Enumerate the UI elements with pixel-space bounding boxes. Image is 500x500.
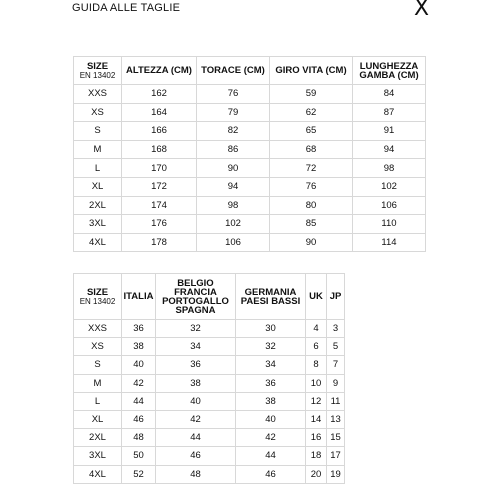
- table-cell: 98: [197, 196, 270, 215]
- size-cell: L: [74, 159, 122, 178]
- size-cell: 4XL: [74, 465, 122, 483]
- table-cell: 14: [306, 410, 327, 428]
- size-measurements-table: [73, 56, 426, 252]
- size-cell: XS: [74, 103, 122, 122]
- table-cell: 106: [353, 196, 426, 215]
- table-cell: 3: [327, 320, 345, 338]
- table-cell: 12: [306, 392, 327, 410]
- size-cell: 2XL: [74, 196, 122, 215]
- table-cell: 38: [122, 338, 156, 356]
- table-cell: 176: [122, 215, 197, 234]
- table-cell: 42: [236, 429, 306, 447]
- table-cell: 8: [306, 356, 327, 374]
- table-cell: 42: [122, 374, 156, 392]
- size-cell: 4XL: [74, 233, 122, 252]
- table-row: [74, 392, 345, 410]
- table-cell: 10: [306, 374, 327, 392]
- table-row: [74, 410, 345, 428]
- table-row: [74, 103, 426, 122]
- size-cell: M: [74, 374, 122, 392]
- table-cell: 6: [306, 338, 327, 356]
- table-row: [74, 159, 426, 178]
- table-cell: 52: [122, 465, 156, 483]
- table-cell: 59: [270, 85, 353, 104]
- table-cell: 7: [327, 356, 345, 374]
- table-cell: 9: [327, 374, 345, 392]
- table-header-row: [74, 57, 426, 85]
- table-cell: 62: [270, 103, 353, 122]
- table-cell: 46: [236, 465, 306, 483]
- size-cell: 2XL: [74, 429, 122, 447]
- table-cell: 32: [236, 338, 306, 356]
- table-cell: 84: [353, 85, 426, 104]
- table-cell: 90: [270, 233, 353, 252]
- table-cell: 44: [236, 447, 306, 465]
- table-cell: 44: [156, 429, 236, 447]
- table-cell: 40: [236, 410, 306, 428]
- column-header-italia: ITALIA: [122, 274, 156, 320]
- table-row: [74, 374, 345, 392]
- table-row: [74, 196, 426, 215]
- column-header-germania-paesi-bassi: GERMANIA PAESI BASSI: [236, 274, 306, 320]
- table-cell: 102: [353, 177, 426, 196]
- size-cell: XXS: [74, 85, 122, 104]
- table-cell: 86: [197, 140, 270, 159]
- column-header-altezza: ALTEZZA (CM): [122, 57, 197, 85]
- table-row: [74, 177, 426, 196]
- table-cell: 40: [156, 392, 236, 410]
- size-cell: 3XL: [74, 447, 122, 465]
- table-cell: 178: [122, 233, 197, 252]
- table-cell: 16: [306, 429, 327, 447]
- table-row: [74, 140, 426, 159]
- table-cell: 42: [156, 410, 236, 428]
- table-cell: 34: [236, 356, 306, 374]
- table-cell: 85: [270, 215, 353, 234]
- column-header-size: SIZE EN 13402: [74, 57, 122, 85]
- table-cell: 38: [236, 392, 306, 410]
- size-cell: XXS: [74, 320, 122, 338]
- table-cell: 162: [122, 85, 197, 104]
- table-cell: 20: [306, 465, 327, 483]
- table-cell: 32: [156, 320, 236, 338]
- table-cell: 34: [156, 338, 236, 356]
- table-row: [74, 85, 426, 104]
- table-cell: 72: [270, 159, 353, 178]
- table-cell: 17: [327, 447, 345, 465]
- table-cell: 40: [122, 356, 156, 374]
- table-cell: 68: [270, 140, 353, 159]
- column-header-uk: UK: [306, 274, 327, 320]
- table-row: [74, 122, 426, 141]
- close-icon[interactable]: X: [414, 0, 430, 21]
- table-cell: 91: [353, 122, 426, 141]
- table-header-row: [74, 274, 345, 320]
- table-cell: 79: [197, 103, 270, 122]
- column-header-giro-vita: GIRO VITA (CM): [270, 57, 353, 85]
- table-cell: 94: [353, 140, 426, 159]
- table-cell: 170: [122, 159, 197, 178]
- table-cell: 168: [122, 140, 197, 159]
- table-cell: 46: [122, 410, 156, 428]
- table-cell: 38: [156, 374, 236, 392]
- size-cell: XL: [74, 410, 122, 428]
- table-cell: 87: [353, 103, 426, 122]
- table-cell: 110: [353, 215, 426, 234]
- table-cell: 11: [327, 392, 345, 410]
- table-cell: 36: [236, 374, 306, 392]
- page-title: GUIDA ALLE TAGLIE: [72, 2, 181, 14]
- table-row: [74, 320, 345, 338]
- table-row: [74, 338, 345, 356]
- table-cell: 94: [197, 177, 270, 196]
- column-header-jp: JP: [327, 274, 345, 320]
- table-cell: 174: [122, 196, 197, 215]
- table-cell: 166: [122, 122, 197, 141]
- table-cell: 36: [156, 356, 236, 374]
- table-cell: 44: [122, 392, 156, 410]
- table-row: [74, 429, 345, 447]
- table-cell: 114: [353, 233, 426, 252]
- table-cell: 80: [270, 196, 353, 215]
- column-header-size: SIZE EN 13402: [74, 274, 122, 320]
- size-cell: XS: [74, 338, 122, 356]
- table-row: [74, 465, 345, 483]
- column-header-belgio-francia-portogallo-spagna: BELGIO FRANCIA PORTOGALLO SPAGNA: [156, 274, 236, 320]
- table-cell: 36: [122, 320, 156, 338]
- size-cell: S: [74, 122, 122, 141]
- table-cell: 15: [327, 429, 345, 447]
- table-cell: 106: [197, 233, 270, 252]
- size-cell: L: [74, 392, 122, 410]
- size-cell: S: [74, 356, 122, 374]
- column-header-lunghezza-gamba: LUNGHEZZA GAMBA (CM): [353, 57, 426, 85]
- table-cell: 90: [197, 159, 270, 178]
- table-cell: 48: [122, 429, 156, 447]
- table-row: [74, 356, 345, 374]
- table-cell: 46: [156, 447, 236, 465]
- table-cell: 98: [353, 159, 426, 178]
- table-cell: 4: [306, 320, 327, 338]
- table-cell: 48: [156, 465, 236, 483]
- table-cell: 65: [270, 122, 353, 141]
- size-cell: 3XL: [74, 215, 122, 234]
- table-cell: 172: [122, 177, 197, 196]
- table-cell: 30: [236, 320, 306, 338]
- table-cell: 13: [327, 410, 345, 428]
- table-cell: 164: [122, 103, 197, 122]
- table-cell: 18: [306, 447, 327, 465]
- table-cell: 19: [327, 465, 345, 483]
- table-cell: 5: [327, 338, 345, 356]
- size-cell: M: [74, 140, 122, 159]
- table-row: [74, 215, 426, 234]
- column-header-torace: TORACE (CM): [197, 57, 270, 85]
- table-cell: 76: [197, 85, 270, 104]
- table-row: [74, 233, 426, 252]
- size-conversion-table: [73, 273, 345, 484]
- size-cell: XL: [74, 177, 122, 196]
- table-cell: 76: [270, 177, 353, 196]
- table-cell: 82: [197, 122, 270, 141]
- table-cell: 102: [197, 215, 270, 234]
- table-cell: 50: [122, 447, 156, 465]
- table-row: [74, 447, 345, 465]
